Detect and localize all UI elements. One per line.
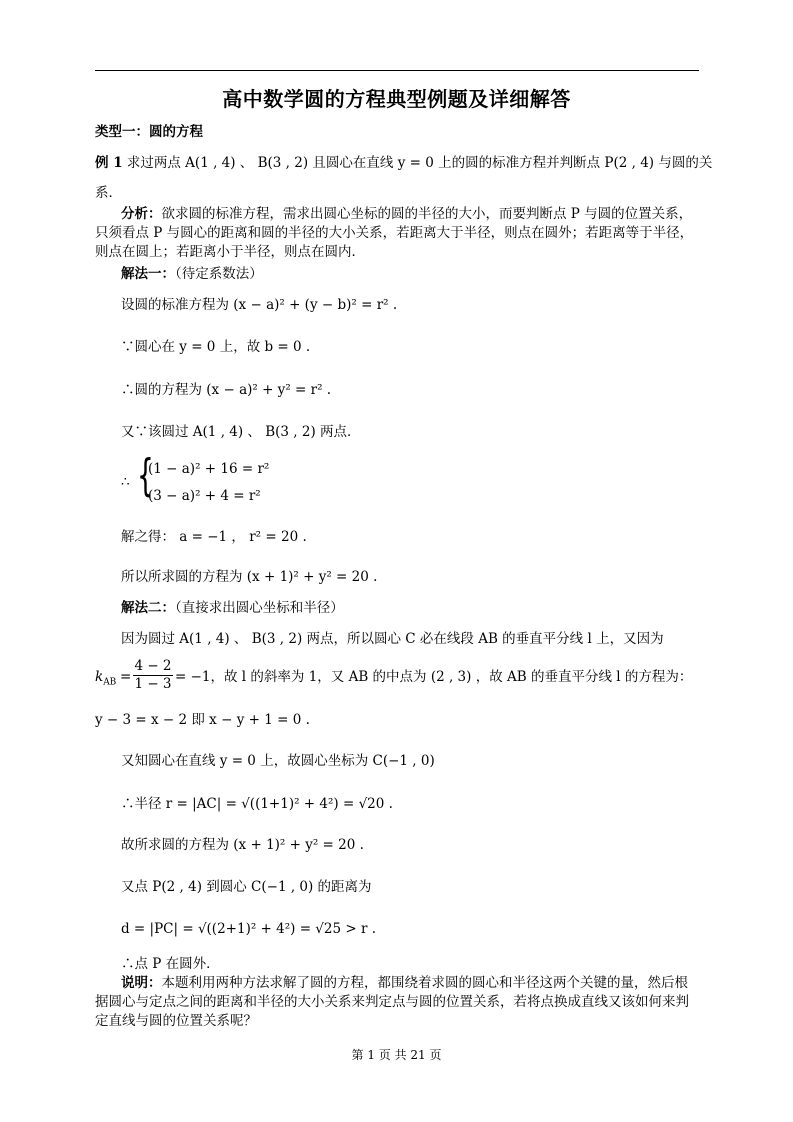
system-brace: { [137,450,154,501]
analysis-paragraph [95,205,700,262]
m1-line-5: 解之得： a = −1 ， r² = 20 . [121,529,307,545]
slope-k: k [95,669,104,685]
remark-label: 说明： [121,975,162,991]
m1-system-eq-2: (3 − a)² + 4 = r² [148,488,261,504]
m1-line-2: ∵圆心在 y = 0 上，故 b = 0 . [121,339,311,355]
page-title: 高中数学圆的方程典型例题及详细解答 [222,87,571,111]
m2-line-4: 又知圆心在直线 y = 0 上，故圆心坐标为 C(−1 , 0) [121,753,435,769]
analysis-label: 分析： [121,206,162,222]
m2-line-3: y − 3 = x − 2 即 x − y + 1 = 0 . [95,712,310,728]
m1-line-1: 设圆的标准方程为 (x − a)² + (y − b)² = r² . [121,297,398,313]
header-rule [95,70,699,71]
m2-line-7: 又点 P(2 , 4) 到圆心 C(−1 , 0) 的距离为 [121,879,372,895]
example-text: 求过两点 A(1 , 4) 、 B(3 , 2) 且圆心在直线 y = 0 上的圆的标准方程并判断点 P(2 , 4) 与圆的关 [126,155,713,171]
m1-system-eq-1: (1 − a)² + 16 = r² [148,461,270,477]
analysis-text: 欲求圆的标准方程，需求出圆心坐标的圆的半径的大小，而要判断点 P 与圆的位置关系，只须看点 P 与圆心的距离和圆的半径的大小关系，若距离大于半径，则点在圆外；若距离等于半径，则点在圆上；若距离小于半径，则点在圆内． [95,206,694,260]
m1-line-4: 又∵该圆过 A(1 , 4) 、 B(3 , 2) 两点． [121,424,361,440]
therefore-symbol: ∴ [121,474,130,490]
method1-heading [121,265,263,283]
example-label: 例 1 [95,155,123,171]
m2-line-5: ∴半径 r = |AC| = √((1+1)² + 4²) = √20 . [121,796,393,812]
m2-line-1: 因为圆过 A(1 , 4) 、 B(3 , 2) 两点，所以圆心 C 必在线段 AB 的垂直平分线 l 上，又因为 [121,631,664,647]
m2-line-8: d = |PC| = √((2+1)² + 4²) = √25 > r . [121,921,377,937]
m1-line-6: 所以所求圆的方程为 (x + 1)² + y² = 20 . [121,569,378,585]
equals-sign: = [120,669,132,685]
page-footer: 第 1 页 共 21 页 [351,1048,442,1062]
m1-line-3: ∴圆的方程为 (x − a)² + y² = r² . [121,382,332,398]
method1-note: （待定系数法） [175,266,263,282]
method2-label: 解法二： [121,600,175,616]
remark-text: 本题利用两种方法求解了圆的方程，都围绕着求圆的圆心和半径这两个关键的量，然后根据圆心与定点之间的距离和半径的大小关系来判定点与圆的位置关系，若将点换成直线又该如何来判定直线与圆的位置关系呢？ [95,975,689,1029]
slope-subscript: AB [103,677,117,688]
remark-paragraph [95,974,700,1031]
example-line-1 [95,154,712,172]
method2-heading [121,599,344,617]
m2-line-2: = −1，故 l 的斜率为 1，又 AB 的中点为 (2 , 3) ，故 AB 的垂直平分线 l 的方程为： [175,669,693,685]
slope-fraction [133,658,173,692]
section-heading: 类型一：圆的方程 [95,124,203,140]
method2-note: （直接求出圆心坐标和半径） [175,600,344,616]
fraction-denominator: 1 − 3 [134,676,172,692]
example-line-2: 系． [95,185,122,201]
fraction-numerator: 4 − 2 [134,658,172,674]
m2-line-9: ∴点 P 在圆外． [121,956,220,972]
method1-label: 解法一： [121,266,175,282]
slope-symbol [95,668,116,692]
m2-line-6: 故所求圆的方程为 (x + 1)² + y² = 20 . [121,837,364,853]
